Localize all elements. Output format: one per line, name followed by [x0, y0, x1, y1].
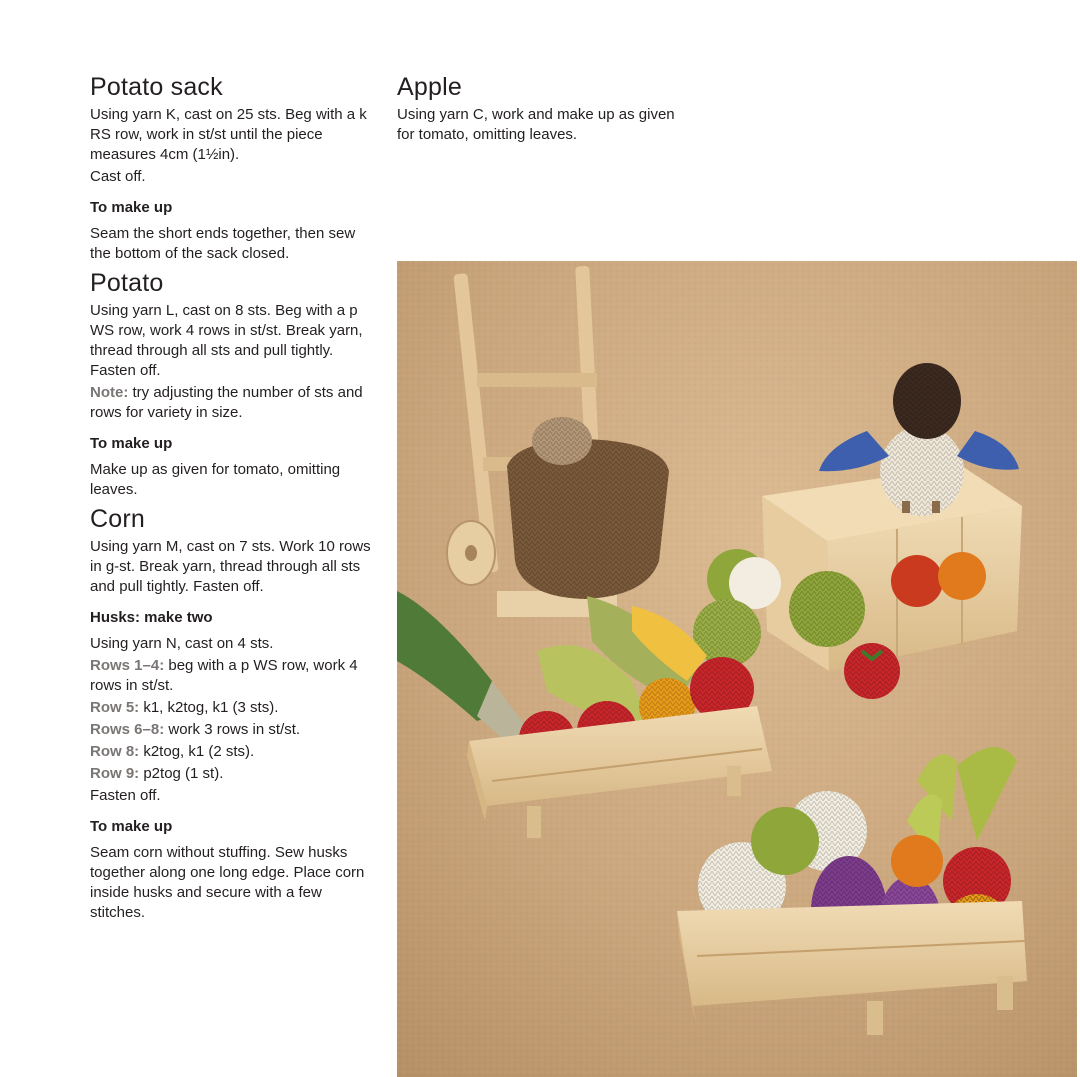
potato-sack-cast-off: Cast off. — [90, 168, 146, 185]
row-label: Row 5: — [90, 699, 140, 716]
corn-instructions: Using yarn M, cast on 7 sts. Work 10 rows in g-st. Break yarn, thread through all sts and pull tightly. Fasten off. — [90, 538, 371, 595]
corn-make-up-text: Seam corn without stuffing. Sew husks together along one long edge. Place corn inside husks and secure with a few stitches. — [90, 844, 365, 921]
potato-sack-title: Potato sack — [90, 73, 223, 101]
row-text: k2tog, k1 (2 sts). — [139, 743, 255, 760]
potato-sack-instructions: Using yarn K, cast on 25 sts. Beg with a k RS row, work in st/st until the piece measures 4cm (1½in). — [90, 106, 367, 163]
row-text: work 3 rows in st/st. — [164, 721, 301, 738]
apple-title: Apple — [397, 73, 462, 101]
right-column — [397, 72, 687, 147]
corn-husks-intro: Using yarn N, cast on 4 sts. — [90, 635, 274, 652]
left-column — [90, 72, 380, 925]
potato-title: Potato — [90, 269, 164, 297]
potato-sack-make-up-text: Seam the short ends together, then sew the bottom of the sack closed. — [90, 225, 356, 262]
apple-instructions: Using yarn C, work and make up as given for tomato, omitting leaves. — [397, 106, 675, 143]
corn-husks-heading: Husks: make two — [90, 609, 213, 626]
potato-make-up-text: Make up as given for tomato, omitting leaves. — [90, 461, 341, 498]
knitted-vegetables-photo — [397, 261, 1077, 1077]
potato-make-up-heading: To make up — [90, 435, 173, 452]
potato-instructions: Using yarn L, cast on 8 sts. Beg with a p WS row, work 4 rows in st/st. Break yarn, thread through all sts and pull tightly. Fasten off. — [90, 302, 363, 379]
corn-fasten-off: Fasten off. — [90, 787, 161, 804]
row-text: p2tog (1 st). — [139, 765, 224, 782]
corn-row-1-4 — [90, 656, 380, 696]
potato-note-label: Note: — [90, 384, 129, 401]
photo-illustration — [397, 261, 1077, 1077]
corn-title: Corn — [90, 505, 145, 533]
row-label: Row 9: — [90, 765, 140, 782]
potato-note-text: try adjusting the number of sts and rows for variety in size. — [90, 384, 363, 421]
row-label: Rows 1–4: — [90, 657, 165, 674]
corn-row-9 — [90, 764, 380, 784]
corn-row-8 — [90, 742, 380, 762]
row-text: beg with a p WS row, work 4 rows in st/st. — [90, 657, 358, 694]
corn-row-5 — [90, 698, 380, 718]
corn-row-6-8 — [90, 720, 380, 740]
potato-sack-make-up-heading: To make up — [90, 199, 173, 216]
potato-note — [90, 383, 380, 423]
row-text: k1, k2tog, k1 (3 sts). — [139, 699, 279, 716]
row-label: Row 8: — [90, 743, 140, 760]
row-label: Rows 6–8: — [90, 721, 165, 738]
corn-make-up-heading: To make up — [90, 818, 173, 835]
